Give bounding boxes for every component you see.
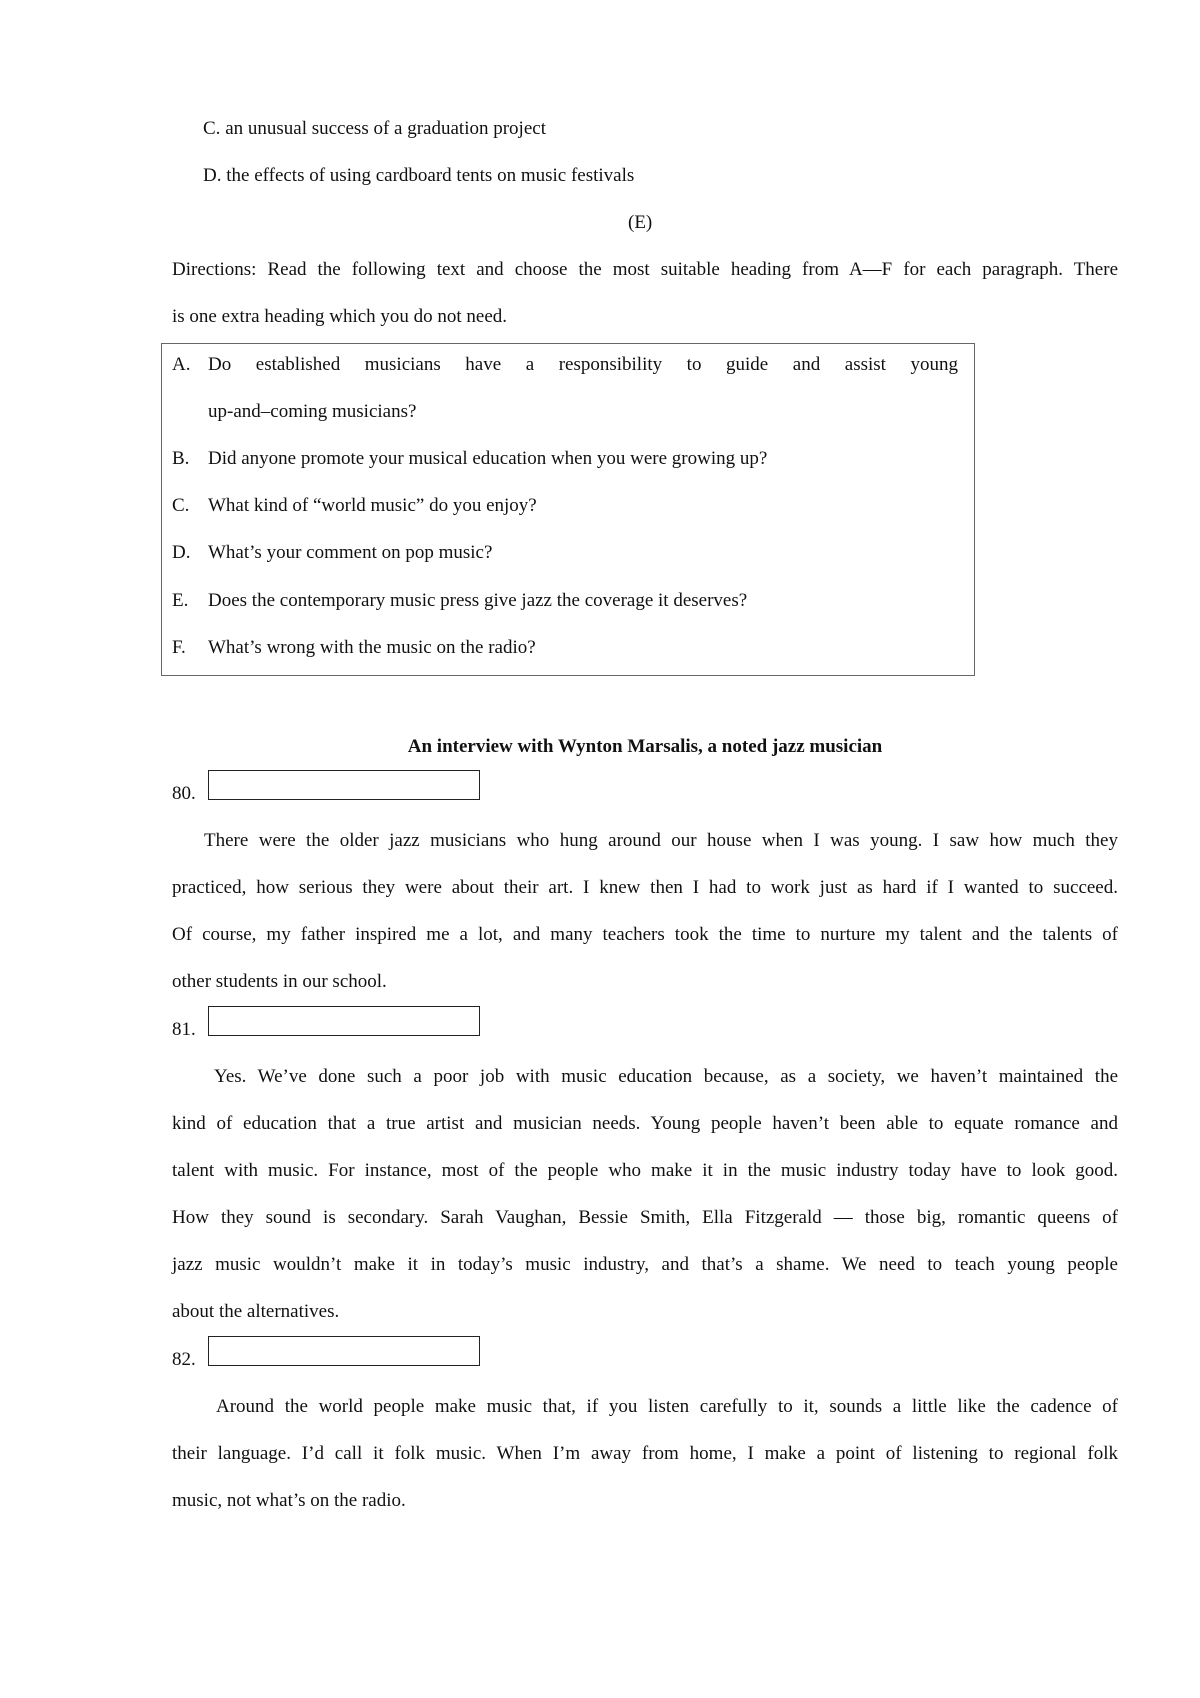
heading-text: Do established musicians have a responsibility to guide and assist young: [208, 354, 958, 375]
option-text: the effects of using cardboard tents on music festivals: [226, 165, 635, 186]
answer-box-82[interactable]: [208, 1336, 480, 1366]
paragraph-80-line-2: practiced, how serious they were about their art. I knew then I had to work just as hard if I wanted to succeed.: [172, 877, 1118, 898]
paragraph-80-line-1: There were the older jazz musicians who hung around our house when I was young. I saw how much they: [204, 830, 1118, 851]
heading-a-cont: up-and–coming musicians?: [208, 401, 417, 422]
heading-letter: F.: [172, 637, 186, 658]
option-text: an unusual success of a graduation project: [225, 118, 546, 139]
option-letter: C.: [203, 118, 221, 139]
heading-letter: C.: [172, 495, 190, 516]
answer-box-80[interactable]: [208, 770, 480, 800]
paragraph-81-line-5: jazz music wouldn’t make it in today’s music industry, and that’s a shame. We need to teach young people: [172, 1254, 1118, 1275]
question-number-80: 80.: [172, 783, 196, 804]
option-letter: D.: [203, 165, 222, 186]
question-number-82: 82.: [172, 1349, 196, 1370]
paragraph-82-line-2: their language. I’d call it folk music. When I’m away from home, I make a point of listening to regional folk: [172, 1443, 1118, 1464]
heading-letter: E.: [172, 590, 189, 611]
heading-e: [172, 590, 747, 612]
heading-text: What’s wrong with the music on the radio?: [208, 637, 536, 658]
question-number-81: 81.: [172, 1019, 196, 1040]
section-label: (E): [628, 212, 653, 233]
heading-c: [172, 495, 537, 517]
heading-text: Did anyone promote your musical education when you were growing up?: [208, 448, 768, 469]
directions-line-1: Directions: Read the following text and choose the most suitable heading from A—F for each paragraph. There: [172, 259, 1118, 280]
heading-text: What kind of “world music” do you enjoy?: [208, 495, 537, 516]
paragraph-82-line-3: music, not what’s on the radio.: [172, 1490, 406, 1511]
heading-a: [172, 354, 958, 376]
heading-d: [172, 542, 492, 564]
heading-f: [172, 637, 536, 659]
heading-letter: B.: [172, 448, 190, 469]
heading-b: [172, 448, 767, 470]
paragraph-81-line-2: kind of education that a true artist and musician needs. Young people haven’t been able to equate romance and: [172, 1113, 1118, 1134]
heading-text: What’s your comment on pop music?: [208, 542, 493, 563]
heading-text: Does the contemporary music press give jazz the coverage it deserves?: [208, 590, 748, 611]
paragraph-82-line-1: Around the world people make music that, if you listen carefully to it, sounds a little like the cadence of: [216, 1396, 1118, 1417]
prev-option-c: [203, 118, 546, 140]
directions-line-2: is one extra heading which you do not need.: [172, 306, 508, 327]
paragraph-80-line-4: other students in our school.: [172, 971, 387, 992]
paragraph-81-line-4: How they sound is secondary. Sarah Vaughan, Bessie Smith, Ella Fitzgerald — those big, romantic queens of: [172, 1207, 1118, 1228]
heading-letter: A.: [172, 354, 191, 375]
paragraph-81-line-3: talent with music. For instance, most of the people who make it in the music industry today have to look good.: [172, 1160, 1118, 1181]
heading-letter: D.: [172, 542, 191, 563]
article-title: An interview with Wynton Marsalis, a noted jazz musician: [407, 736, 883, 757]
paragraph-80-line-3: Of course, my father inspired me a lot, and many teachers took the time to nurture my talent and the talents of: [172, 924, 1118, 945]
prev-option-d: [203, 165, 634, 187]
paragraph-81-line-6: about the alternatives.: [172, 1301, 340, 1322]
paragraph-81-line-1: Yes. We’ve done such a poor job with music education because, as a society, we haven’t maintained the: [214, 1066, 1118, 1087]
answer-box-81[interactable]: [208, 1006, 480, 1036]
